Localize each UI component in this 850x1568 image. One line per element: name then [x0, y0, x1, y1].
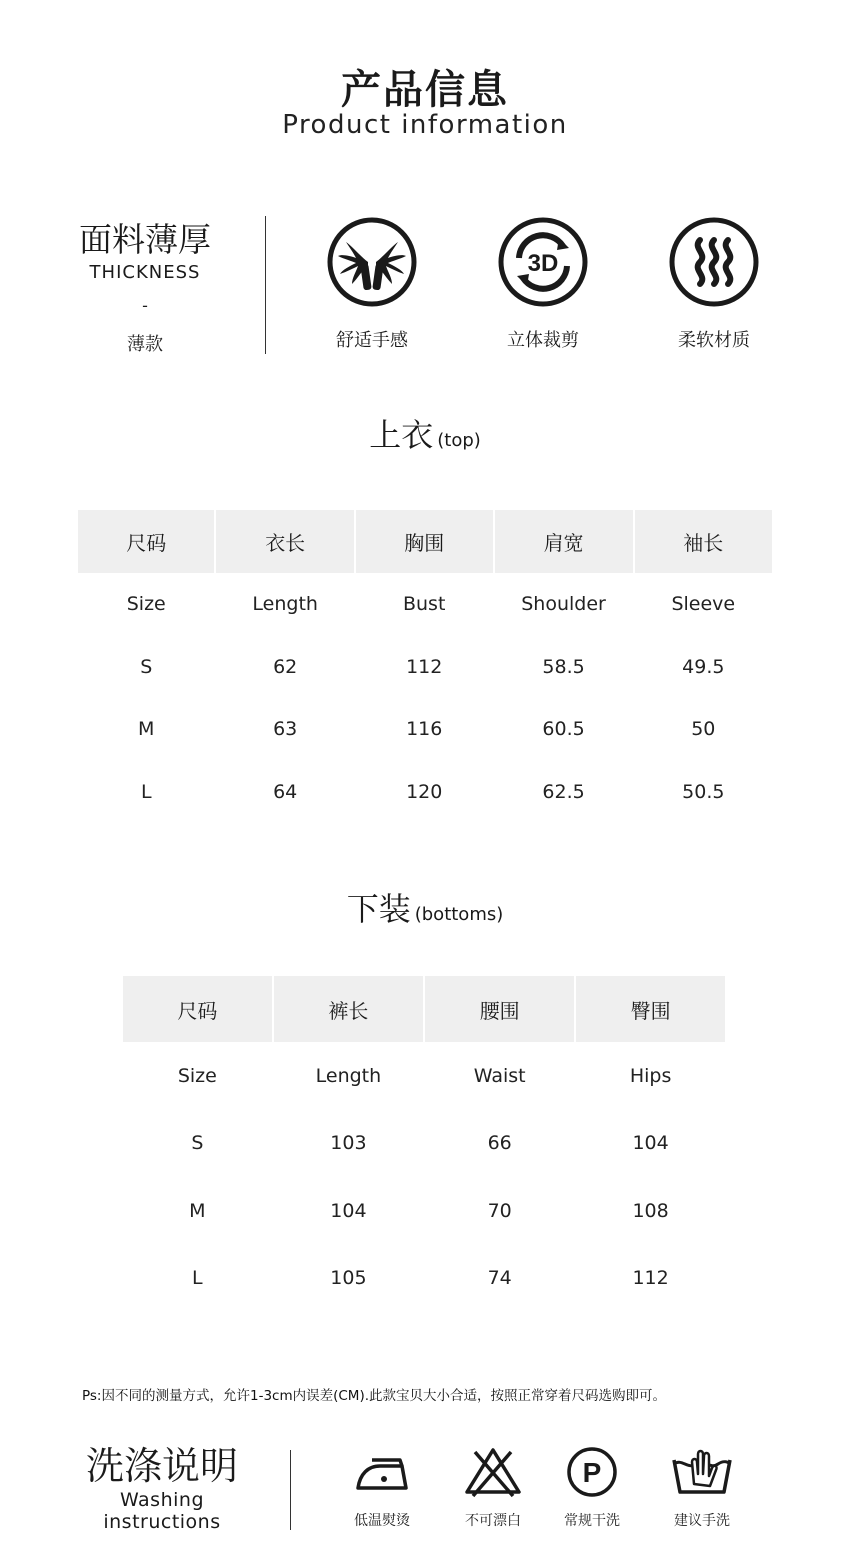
dry-clean-p-icon [560, 1444, 624, 1500]
table-cell: 112 [632, 1267, 669, 1290]
table-cell: 105 [330, 1267, 367, 1290]
table-cell: Size [177, 1064, 217, 1087]
washing-title: 洗涤说明 [85, 1444, 238, 1488]
table-row [78, 698, 772, 761]
size-table-top [76, 510, 774, 823]
wash-label: 低温熨烫 [354, 1513, 410, 1529]
washing-title-en: Washing [119, 1489, 205, 1511]
thickness-label-en: THICKNESS [89, 262, 201, 283]
section-subtitle: (top) [437, 430, 481, 451]
table-cell: 60.5 [542, 718, 585, 741]
page-subtitle: Product information [282, 110, 568, 140]
table-cell: 66 [487, 1132, 512, 1155]
3d-text: 3D [527, 250, 559, 277]
feature-label: 立体裁剪 [507, 330, 579, 351]
table-row [78, 573, 772, 636]
table-cell: 104 [632, 1132, 669, 1155]
table-cell: 63 [273, 718, 298, 741]
feature-label: 舒适手感 [336, 330, 408, 351]
column-header: 裤长 [274, 976, 423, 1042]
table-cell: S [140, 655, 153, 678]
divider [290, 1450, 291, 1530]
iron-low-icon [350, 1444, 414, 1500]
column-header: 肩宽 [495, 510, 633, 573]
feature-3d-cut [468, 216, 618, 352]
page-title: 产品信息 [341, 67, 509, 113]
table-cell: 58.5 [542, 655, 585, 678]
table-cell: 70 [487, 1199, 512, 1222]
table-cell: 104 [330, 1199, 367, 1222]
table-cell: Sleeve [671, 593, 736, 616]
table-cell: 74 [487, 1267, 512, 1290]
column-header: 衣长 [216, 510, 353, 573]
washing-title-en: instructions [103, 1511, 221, 1533]
thickness-label: 面料薄厚 [79, 220, 211, 259]
table-cell: L [140, 780, 152, 803]
dry-clean-letter: P [582, 1457, 602, 1488]
table-cell: 116 [406, 718, 443, 741]
table-cell: 112 [406, 655, 443, 678]
table-cell: 108 [632, 1199, 669, 1222]
wash-hand-wash [652, 1444, 752, 1530]
soft-waves-icon [668, 216, 760, 308]
column-header: 腰围 [425, 976, 574, 1042]
table-cell: Size [126, 593, 166, 616]
feature-comfort [297, 216, 447, 352]
wash-low-iron [332, 1444, 432, 1530]
table-cell: 50.5 [682, 780, 725, 803]
table-header-row [123, 976, 725, 1042]
table-header-row [78, 510, 772, 573]
section-heading-bottoms [0, 884, 850, 930]
size-table-bottoms [121, 976, 727, 1312]
table-row [123, 1245, 725, 1313]
table-cell: 64 [273, 780, 298, 803]
table-cell: 62.5 [542, 780, 585, 803]
table-cell: M [138, 718, 155, 741]
column-header: 臀围 [576, 976, 725, 1042]
hand-wash-icon [670, 1444, 734, 1500]
no-bleach-icon [461, 1444, 525, 1500]
table-cell: 49.5 [682, 655, 725, 678]
table-cell: S [191, 1132, 204, 1155]
table-cell: Shoulder [521, 593, 606, 616]
table-cell: L [192, 1267, 203, 1290]
feature-soft [639, 216, 789, 352]
table-row [78, 636, 772, 699]
table-row [78, 761, 772, 824]
section-title: 下装 [346, 890, 411, 928]
measurement-note: Ps:因不同的测量方式，允许1-3cm内误差(CM).此款宝贝大小合适，按照正常穿着尺码选购即可。 [82, 1388, 667, 1404]
table-row [123, 1042, 725, 1110]
hands-icon [326, 216, 418, 308]
table-cell: Length [252, 593, 318, 616]
column-header: 袖长 [635, 510, 772, 573]
table-cell: 120 [406, 780, 443, 803]
wash-dry-clean [542, 1444, 642, 1530]
table-cell: Hips [629, 1064, 672, 1087]
table-cell: M [189, 1199, 206, 1222]
feature-label: 柔软材质 [678, 330, 750, 351]
section-subtitle: (bottoms) [414, 904, 504, 925]
table-cell: 103 [330, 1132, 367, 1155]
section-title: 上衣 [369, 416, 434, 454]
thickness-dash: - [142, 296, 148, 315]
column-header: 胸围 [356, 510, 493, 573]
table-row [123, 1177, 725, 1245]
table-cell: Length [315, 1064, 382, 1087]
wash-label: 常规干洗 [564, 1513, 620, 1529]
column-header: 尺码 [123, 976, 272, 1042]
wash-label: 建议手洗 [674, 1513, 730, 1529]
table-cell: Waist [473, 1064, 526, 1087]
thickness-value: 薄款 [127, 334, 163, 355]
section-heading-top [0, 410, 850, 456]
divider [265, 216, 266, 354]
table-cell: 62 [273, 655, 298, 678]
3d-rotate-icon [497, 216, 589, 308]
table-cell: Bust [402, 593, 446, 616]
wash-label: 不可漂白 [465, 1513, 521, 1529]
table-cell: 50 [691, 718, 716, 741]
table-row [123, 1110, 725, 1178]
column-header: 尺码 [78, 510, 214, 573]
wash-no-bleach [443, 1444, 543, 1530]
